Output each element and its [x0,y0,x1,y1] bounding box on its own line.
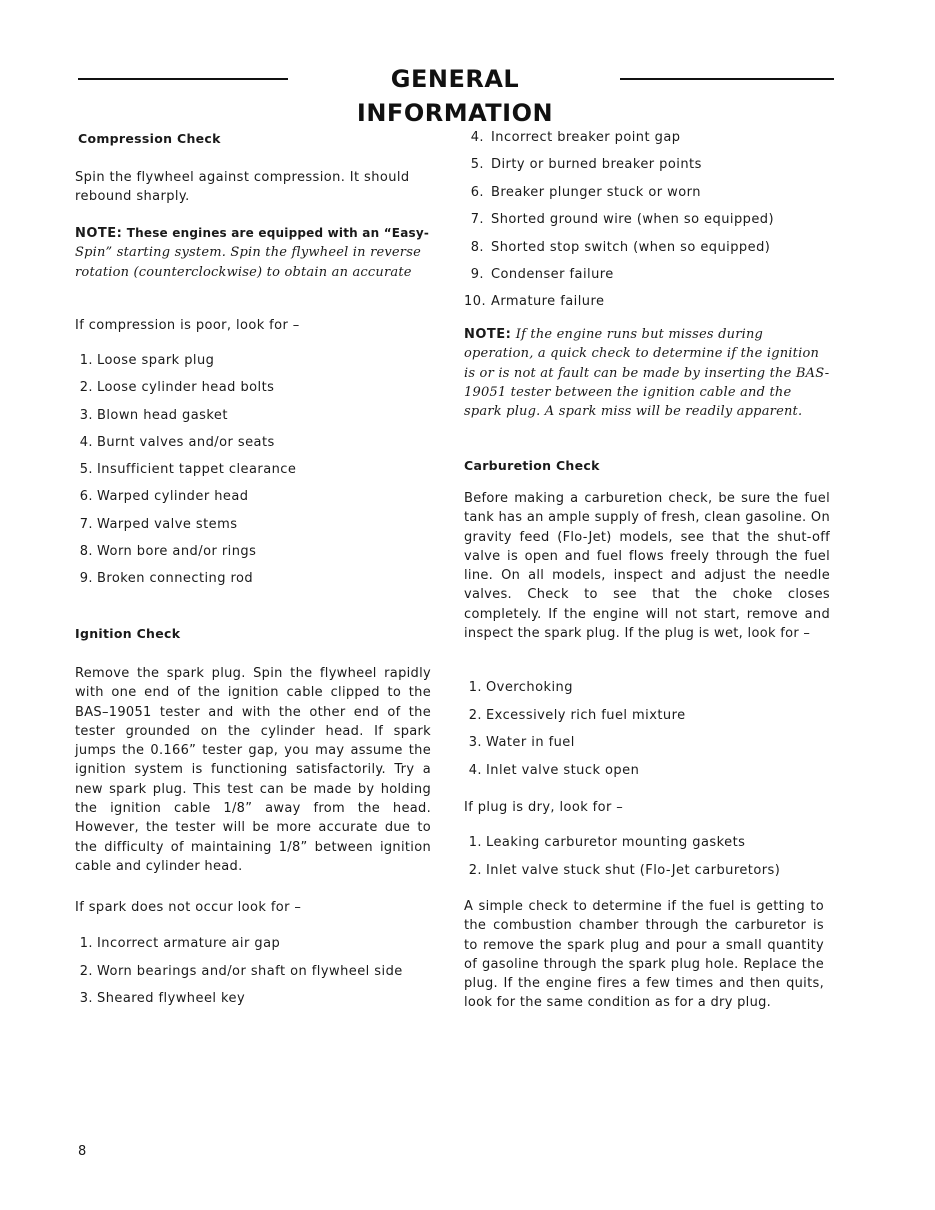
list-item-number: 7. [79,516,93,532]
list-item-text: Armature failure [491,294,605,310]
header-rule-right [620,78,834,80]
list-item-text: Warped valve stems [97,516,238,532]
list-item-number: 4. [79,434,93,450]
dry-plug-list [464,833,780,888]
list-item-number: 1. [79,936,93,951]
note-text: If the engine runs but misses during operation, a quick check to determine if the ignition is or is not at fault can be made by inserting the BAS-19051 tester between the ignition cable and the spark plug. A spark miss will be readily apparent. [464,327,830,420]
list-item [75,351,296,378]
list-item-text: Incorrect breaker point gap [491,130,681,145]
list-item-number: 5. [79,462,93,478]
list-item [464,706,686,734]
ignition-heading: Ignition Check [75,626,181,641]
list-item-text: Loose cylinder head bolts [97,380,275,396]
compression-intro: If compression is poor, look for – [75,318,300,333]
header-rule-left [78,78,288,80]
list-item-number: 6. [470,184,484,200]
list-item [464,861,780,889]
list-item-number: 3. [79,991,93,1006]
note-label: NOTE: [75,226,123,241]
list-item [75,406,296,433]
list-item-number: 6. [79,489,93,505]
page-number: 8 [78,1144,87,1159]
list-item [75,962,403,990]
list-item-number: 1. [468,680,482,695]
list-item-text: Warped cylinder head [97,489,249,505]
list-item [75,515,296,542]
list-item-number: 2. [468,707,482,723]
list-item [75,378,296,405]
list-item-text: Burnt valves and/or seats [97,434,275,450]
list-item-text: Overchoking [486,680,573,695]
list-item [464,761,686,789]
page-header [78,62,834,127]
list-item [75,433,296,460]
list-item-number: 9. [470,266,484,282]
dry-plug-intro: If plug is dry, look for – [464,800,624,815]
note-bold-text: These engines are equipped with an “Easy- [126,226,430,240]
list-item-text: Inlet valve stuck open [486,762,640,778]
list-item-text: Loose spark plug [97,353,215,368]
list-item-number: 2. [468,862,482,878]
list-item-text: Shorted ground wire (when so equipped) [491,212,775,228]
list-item [464,833,780,861]
list-item [464,238,774,265]
ignition-list-continued [464,128,774,320]
list-item-text: Broken connecting rod [97,571,254,587]
list-item-text: Incorrect armature air gap [97,936,281,951]
compression-text: Spin the flywheel against compression. It should rebound sharply. [75,170,410,204]
list-item-number: 4. [468,762,482,778]
ignition-intro: If spark does not occur look for – [75,900,302,915]
list-item-number: 1. [468,835,482,850]
list-item [75,569,296,596]
list-item-text: Water in fuel [486,735,575,750]
list-item [75,989,403,1017]
ignition-note [464,325,832,421]
list-item-text: Sheared flywheel key [97,991,246,1006]
list-item [464,733,686,761]
list-item [75,934,403,962]
list-item [464,128,774,155]
list-item-text: Breaker plunger stuck or worn [491,184,701,200]
list-item-text: Inlet valve stuck shut (Flo-Jet carburetors) [486,862,781,878]
list-item-number: 2. [79,380,93,396]
list-item-text: Worn bore and/or rings [97,544,257,560]
list-item-text: Shorted stop switch (when so equipped) [491,239,771,255]
list-item-number: 10. [464,294,487,310]
list-item-number: 1. [79,353,93,368]
wet-plug-list [464,678,686,788]
compression-note [75,224,431,282]
list-item-number: 8. [79,544,93,560]
list-item-text: Condenser failure [491,266,614,282]
list-item-text: Worn bearings and/or shaft on flywheel side [97,963,403,979]
carburetion-final: A simple check to determine if the fuel is getting to the combustion chamber through the carburetor is to remove the spark plug and pour a small quantity of gasoline through the spark plug hole. Replace the plug. If the engine fires a few times and then quits, look for the same condition as for a dry plug. [464,899,824,1011]
list-item-number: 8. [470,239,484,255]
list-item [464,265,774,292]
list-item [75,487,296,514]
ignition-list [75,934,403,1017]
compression-list [75,351,296,597]
list-item-text: Insufficient tappet clearance [97,462,297,478]
list-item [464,155,774,182]
list-item-text: Excessively rich fuel mixture [486,707,686,723]
compression-heading: Compression Check [78,131,221,146]
list-item [464,678,686,706]
list-item [464,183,774,210]
list-item [464,292,774,319]
list-item-number: 3. [79,407,93,423]
note-label: NOTE: [464,327,512,342]
list-item-number: 5. [470,157,484,173]
carburetion-text: Before making a carburetion check, be sure the fuel tank has an ample supply of fresh, clean gasoline. On gravity feed (Flo-Jet) models, see that the shut-off valve is open and fuel flows freely through the fuel line. On all models, inspect and adjust the needle valves. Check to see that the choke closes completely. If the engine will not start, remove and inspect the spark plug. If the plug is wet, look for – [464,491,830,642]
list-item [464,210,774,237]
carburetion-heading: Carburetion Check [464,458,600,473]
list-item-text: Blown head gasket [97,407,228,423]
note-italic-text: Spin” starting system. Spin the flywheel in reverse rotation (counterclockwise) to obtain an accurate [75,245,421,280]
list-item-text: Dirty or burned breaker points [491,157,702,173]
list-item [75,460,296,487]
list-item-number: 4. [470,130,484,145]
list-item-number: 2. [79,963,93,979]
list-item-number: 7. [470,212,484,228]
list-item-number: 9. [79,571,93,587]
list-item [75,542,296,569]
list-item-text: Leaking carburetor mounting gaskets [486,835,746,850]
ignition-text: Remove the spark plug. Spin the flywheel rapidly with one end of the ignition cable clipped to the BAS–19051 tester and with the other end of the tester grounded on the cylinder head. If spark jumps the 0.166” tester gap, you may assume the ignition system is functioning satisfactorily. Try a new spark plug. This test can be made by holding the ignition cable 1/8” away from the head. However, the tester will be more accurate due to the difficulty of maintaining 1/8” between ignition cable and cylinder head. [75,666,431,874]
page-title: GENERAL INFORMATION [356,65,554,127]
list-item-number: 3. [468,735,482,750]
